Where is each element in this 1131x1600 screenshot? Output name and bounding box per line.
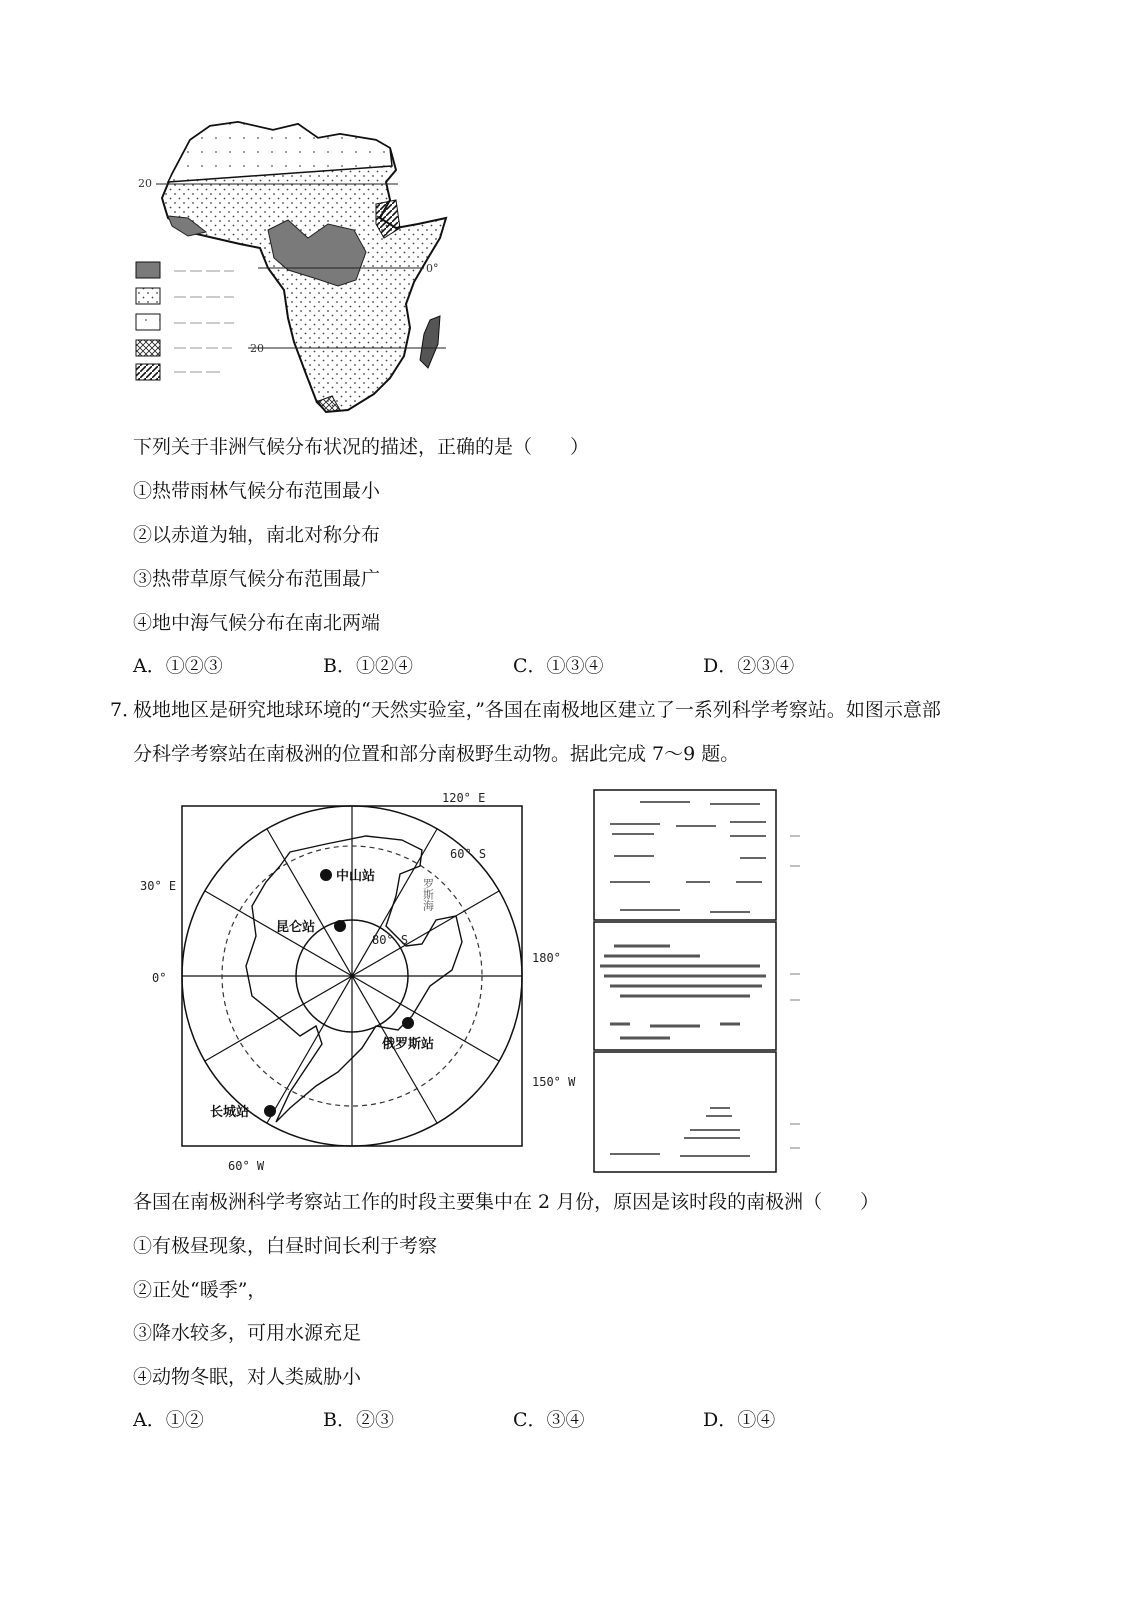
q6-statement-1: ①热带雨林气候分布范围最小 (133, 480, 381, 502)
q7-statement-4: ④动物冬眠，对人类威胁小 (133, 1366, 362, 1388)
station-kunlun: 昆仑站 (276, 920, 316, 935)
label-180: 180° (532, 951, 561, 965)
lat-label-20s: 20 (250, 342, 264, 355)
q6-statement-3: ③热带草原气候分布范围最广 (133, 568, 381, 590)
label-0: 0° (152, 971, 167, 985)
label-60w: 60° W (228, 1159, 265, 1173)
map-legend (136, 262, 234, 380)
label-60s: 60° S (450, 847, 487, 861)
seal-image (600, 946, 766, 1038)
label-120e: 120° E (442, 791, 486, 805)
station-russia: 俄罗斯站 (382, 1037, 435, 1052)
q7-statement-2: ②正处“暖季”， (133, 1279, 267, 1301)
station-changcheng: 长城站 (210, 1105, 250, 1120)
station-dot-kunlun (334, 920, 346, 932)
q7-option-d: D．①④ (703, 1409, 776, 1431)
q6-statement-4: ④地中海气候分布在南北两端 (133, 612, 381, 634)
q6-option-c: C．①③④ (513, 655, 604, 677)
lat-label-20n: 20 (138, 177, 152, 190)
q6-option-a: A．①②③ (133, 655, 223, 677)
q6-option-b: B．①②④ (323, 655, 413, 677)
q7-intro-line1: 极地地区是研究地球环境的“天然实验室，”各国在南极地区建立了一系列科学考察站。如图示意部 (133, 699, 941, 721)
q7-number: 7． (110, 699, 142, 721)
q7-intro-line2: 分科学考察站在南极洲的位置和部分南极野生动物。据此完成 7～9 题。 (133, 743, 740, 765)
skua-image (610, 1108, 750, 1156)
station-dot-changcheng (264, 1105, 276, 1117)
q7-statement-3: ③降水较多，可用水源充足 (133, 1322, 362, 1344)
q7-stem: 各国在南极洲科学考察站工作的时段主要集中在 2 月份，原因是该时段的南极洲（ ） (133, 1191, 880, 1213)
label-150w: 150° W (532, 1075, 576, 1089)
station-dot-zhongshan (320, 869, 332, 881)
station-dot-russia (402, 1017, 414, 1029)
q6-stem: 下列关于非洲气候分布状况的描述，正确的是（ ） (133, 436, 590, 458)
q7-option-a: A．①② (133, 1409, 204, 1431)
q7-option-c: C．③④ (513, 1409, 585, 1431)
q7-statement-1: ①有极昼现象，白昼时间长利于考察 (133, 1235, 438, 1257)
madagascar (420, 316, 440, 368)
antarctic-wildlife-images (590, 786, 820, 1176)
station-zhongshan: 中山站 (336, 869, 376, 884)
q6-statement-2: ②以赤道为轴，南北对称分布 (133, 524, 381, 546)
lat-label-equator: 0° (426, 262, 439, 275)
penguin-image (610, 802, 766, 912)
label-30e: 30° E (140, 879, 177, 893)
africa-climate-map (128, 120, 458, 420)
q7-option-b: B．②③ (323, 1409, 394, 1431)
antarctica-station-map (140, 786, 576, 1176)
label-ross-sea: 罗斯海 (421, 878, 435, 911)
q6-option-d: D．②③④ (703, 655, 795, 677)
label-80s: 80° S (372, 933, 409, 947)
